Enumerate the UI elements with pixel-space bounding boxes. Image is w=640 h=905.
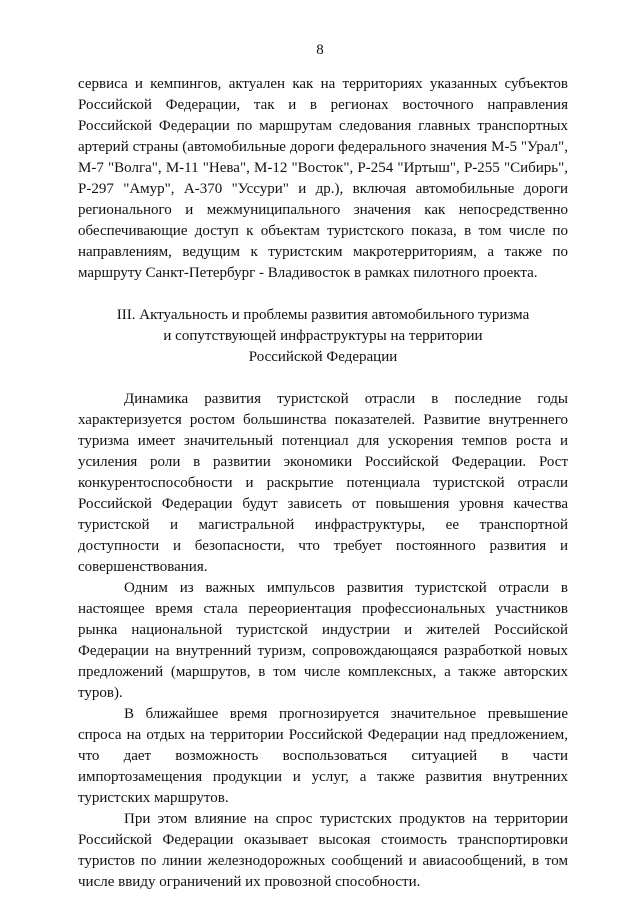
section-heading-line-1: III. Актуальность и проблемы развития автомобильного туризма xyxy=(116,307,530,323)
section-heading xyxy=(78,305,568,368)
section-heading-line-2: и сопутствующей инфраструктуры на территории xyxy=(163,328,483,344)
paragraph-4: При этом влияние на спрос туристских продуктов на территории Российской Федерации оказывает высокая стоимость транспортировки туристов по линии железнодорожных сообщений и авиасообщений, в том числе ввиду ограничений их провозной способности. xyxy=(78,811,568,890)
document-body xyxy=(78,74,568,893)
paragraph-3: В ближайшее время прогнозируется значительное превышение спроса на отдых на территории Российской Федерации над предложением, что дает возможность воспользоваться ситуацией в части импортозамещения продукции и услуг, а также развития внутренних туристских маршрутов. xyxy=(78,706,568,806)
page-number: 8 xyxy=(316,42,324,58)
paragraph-2: Одним из важных импульсов развития туристской отрасли в настоящее время стала переориентация профессиональных участников рынка национальной туристской индустрии и жителей Российской Федерации на внутренний туризм, сопровождающаяся разработкой новых предложений (маршрутов, в том числе комплексных, а также авторских туров). xyxy=(78,580,568,701)
continuation-paragraph: сервиса и кемпингов, актуален как на территориях указанных субъектов Российской Федерации, так и в регионах восточного направления Российской Федерации по маршрутам следования главных транспортных артерий страны (автомобильные дороги федерального значения М-5 "Урал", М-7 "Волга", М-11 "Нева", М-12 "Восток", Р-254 "Иртыш", Р-255 "Сибирь", Р-297 "Амур", А-370 "Уссури" и др.), включая автомобильные дороги регионального и межмуниципального значения как непосредственно обеспечивающие доступ к объектам туристского показа, в том числе по направлениям, ведущим к туристским макротерриториям, а также по маршруту Санкт-Петербург - Владивосток в рамках пилотного проекта. xyxy=(78,76,568,281)
paragraph-1: Динамика развития туристской отрасли в последние годы характеризуется ростом большинства показателей. Развитие внутреннего туризма имеет значительный потенциал для ускорения темпов роста и усиления роли в развитии экономики Российской Федерации. Рост конкурентоспособности и раскрытие потенциала туристской отрасли Российской Федерации будут зависеть от повышения уровня качества туристской и магистральной инфраструктуры, ее транспортной доступности и безопасности, что требует постоянного развития и совершенствования. xyxy=(78,391,568,575)
section-heading-line-3: Российской Федерации xyxy=(248,349,398,365)
